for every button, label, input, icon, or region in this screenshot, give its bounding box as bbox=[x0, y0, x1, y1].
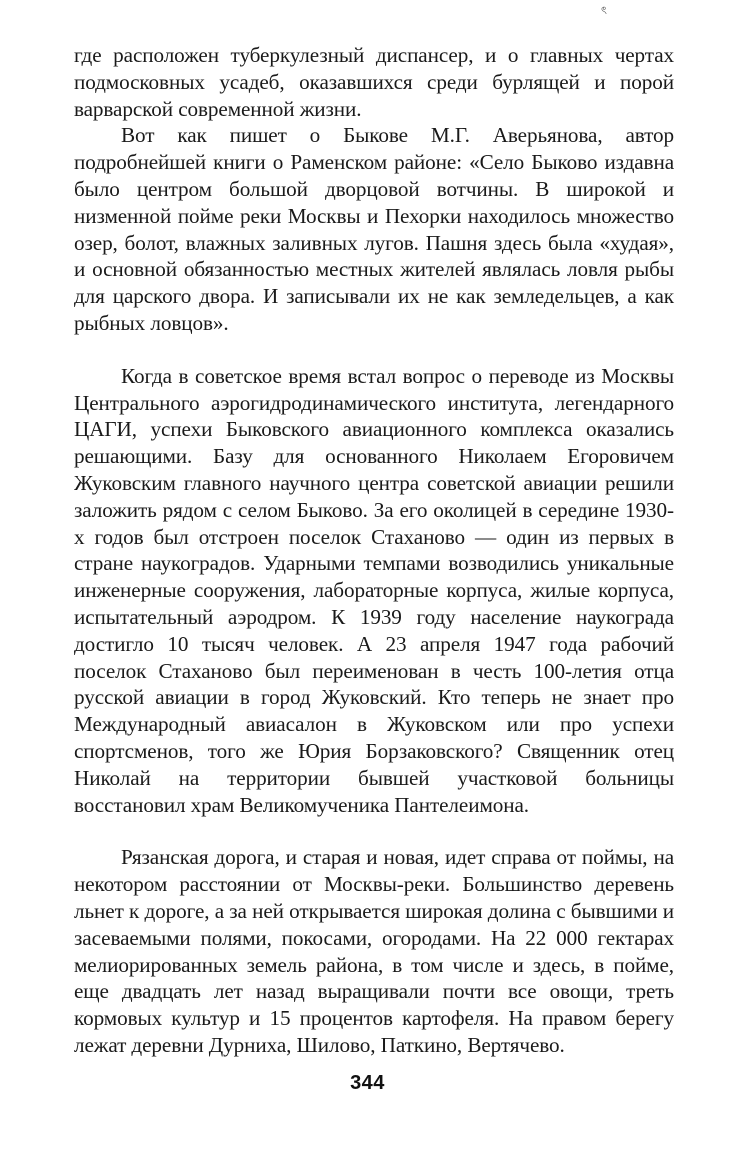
paragraph-ryazan-road: Рязанская дорога, и старая и новая, идет справа от поймы, на некотором расстоянии от Москвы-реки. Большинство деревень льнет к дороге, а за ней открывается широкая долина с бывшими и засеваемыми полями, покосами, огородами. На 22 000 гектарах мелиорированных земель района, в том числе и здесь, в пойме, еще двадцать лет назад выращивали почти все овощи, треть кормовых культур и 15 процентов картофеля. На правом берегу лежат деревни Дурниха, Шилово, Паткино, Вертячево. bbox=[74, 845, 674, 1057]
document-page bbox=[74, 42, 674, 1059]
paragraph-tsagi-zhukovsky: Когда в советское время встал вопрос о переводе из Москвы Центрального аэрогидродинамического института, легендарного ЦАГИ, успехи Быковского авиационного комплекса оказались решающими. Базу для основанного Николаем Егоровичем Жуковским главного научного центра советской авиации решили заложить рядом с селом Быково. За его околицей в середине 1930-х годов был отстроен поселок Стаханово — один из первых в стране наукоградов. Ударными темпами возводились уникальные инженерные сооружения, лабораторные корпуса, жилые корпуса, испытательный аэродром. К 1939 году население наукограда достигло 10 тысяч человек. А 23 апреля 1947 года рабочий поселок Стаханово был переименован в честь 100-летия отца русской авиации в город Жуковский. Кто теперь не знает про Международный авиасалон в Жуковском или про успехи спортсменов, того же Юрия Борзаковского? Священник отец Николай на территории бывшей участковой больницы восстановил храм Великомученика Пантелеимона. bbox=[74, 363, 674, 817]
paragraph-bykovo-quote: Вот как пишет о Быкове М.Г. Аверьянова, автор подробнейшей книги о Раменском районе: «Село Быково издавна было центром большой дворцовой вотчины. В широкой и низменной пойме реки Москвы и Пехорки находилось множество озер, болот, влажных заливных лугов. Пашня здесь была «худая», и основной обязанностью местных жителей являлась ловля рыбы для царского двора. И записывали их не как земледельцев, а как рыбных ловцов». bbox=[74, 123, 674, 335]
page-number: 344 bbox=[350, 1072, 385, 1094]
paragraph-continuation: где расположен туберкулезный диспансер, и о главных чертах подмосковных усадеб, оказавшихся среди бурлящей и порой варварской современной жизни. bbox=[74, 43, 674, 121]
scan-corner-mark: ৎ bbox=[601, 4, 607, 17]
